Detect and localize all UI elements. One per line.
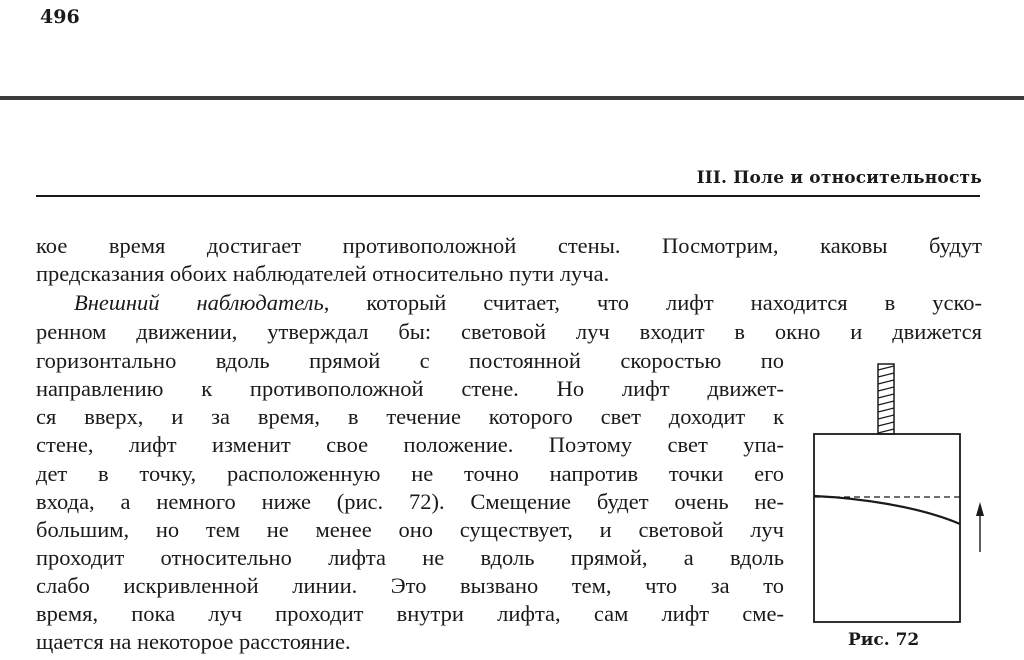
text-line: слабо искривленной линии. Это вызвано тем, что за то (36, 573, 784, 598)
page-number: 496 (40, 6, 80, 28)
text-line: горизонтально вдоль прямой с постоянной скоростью по (36, 348, 784, 373)
text-line: кое время достигает противоположной стены. Посмотрим, каковы будут (36, 233, 982, 258)
text-line: стене, лифт изменит свое положение. Поэтому свет упа- (36, 432, 784, 457)
text-line: большим, но тем не менее оно существует, и световой луч (36, 517, 784, 542)
text-line: щается на некоторое расстояние. (36, 629, 351, 654)
elevator-diagram (808, 356, 988, 656)
up-arrow-icon (976, 502, 984, 552)
elevator-cable (878, 364, 894, 434)
elevator-cabin (814, 434, 960, 622)
text-line: предсказания обоих наблюдателей относительно пути луча. (36, 261, 610, 286)
text-line: ся вверх, и за время, в течение которого свет доходит к (36, 404, 784, 429)
italic-term: Внешний наблюдатель (74, 290, 324, 315)
text-line: направлению к противоположной стене. Но лифт движет- (36, 376, 784, 401)
text-run: , который считает, что лифт находится в уско- (323, 290, 982, 315)
curved-ray (814, 496, 960, 524)
text-line: дет в точку, расположенную не точно напротив точки его (36, 461, 784, 486)
running-head: III. Поле и относительность (696, 168, 982, 188)
figure-caption: Рис. 72 (848, 630, 920, 650)
text-line: время, пока луч проходит внутри лифта, сам лифт сме- (36, 601, 784, 626)
text-line (74, 289, 982, 317)
text-line: проходит относительно лифта не вдоль прямой, а вдоль (36, 545, 784, 570)
text-line: ренном движении, утверждал бы: световой луч входит в окно и движется (36, 319, 982, 344)
text-line: входа, а немного ниже (рис. 72). Смещение будет очень не- (36, 489, 784, 514)
figure-elevator (808, 356, 988, 656)
